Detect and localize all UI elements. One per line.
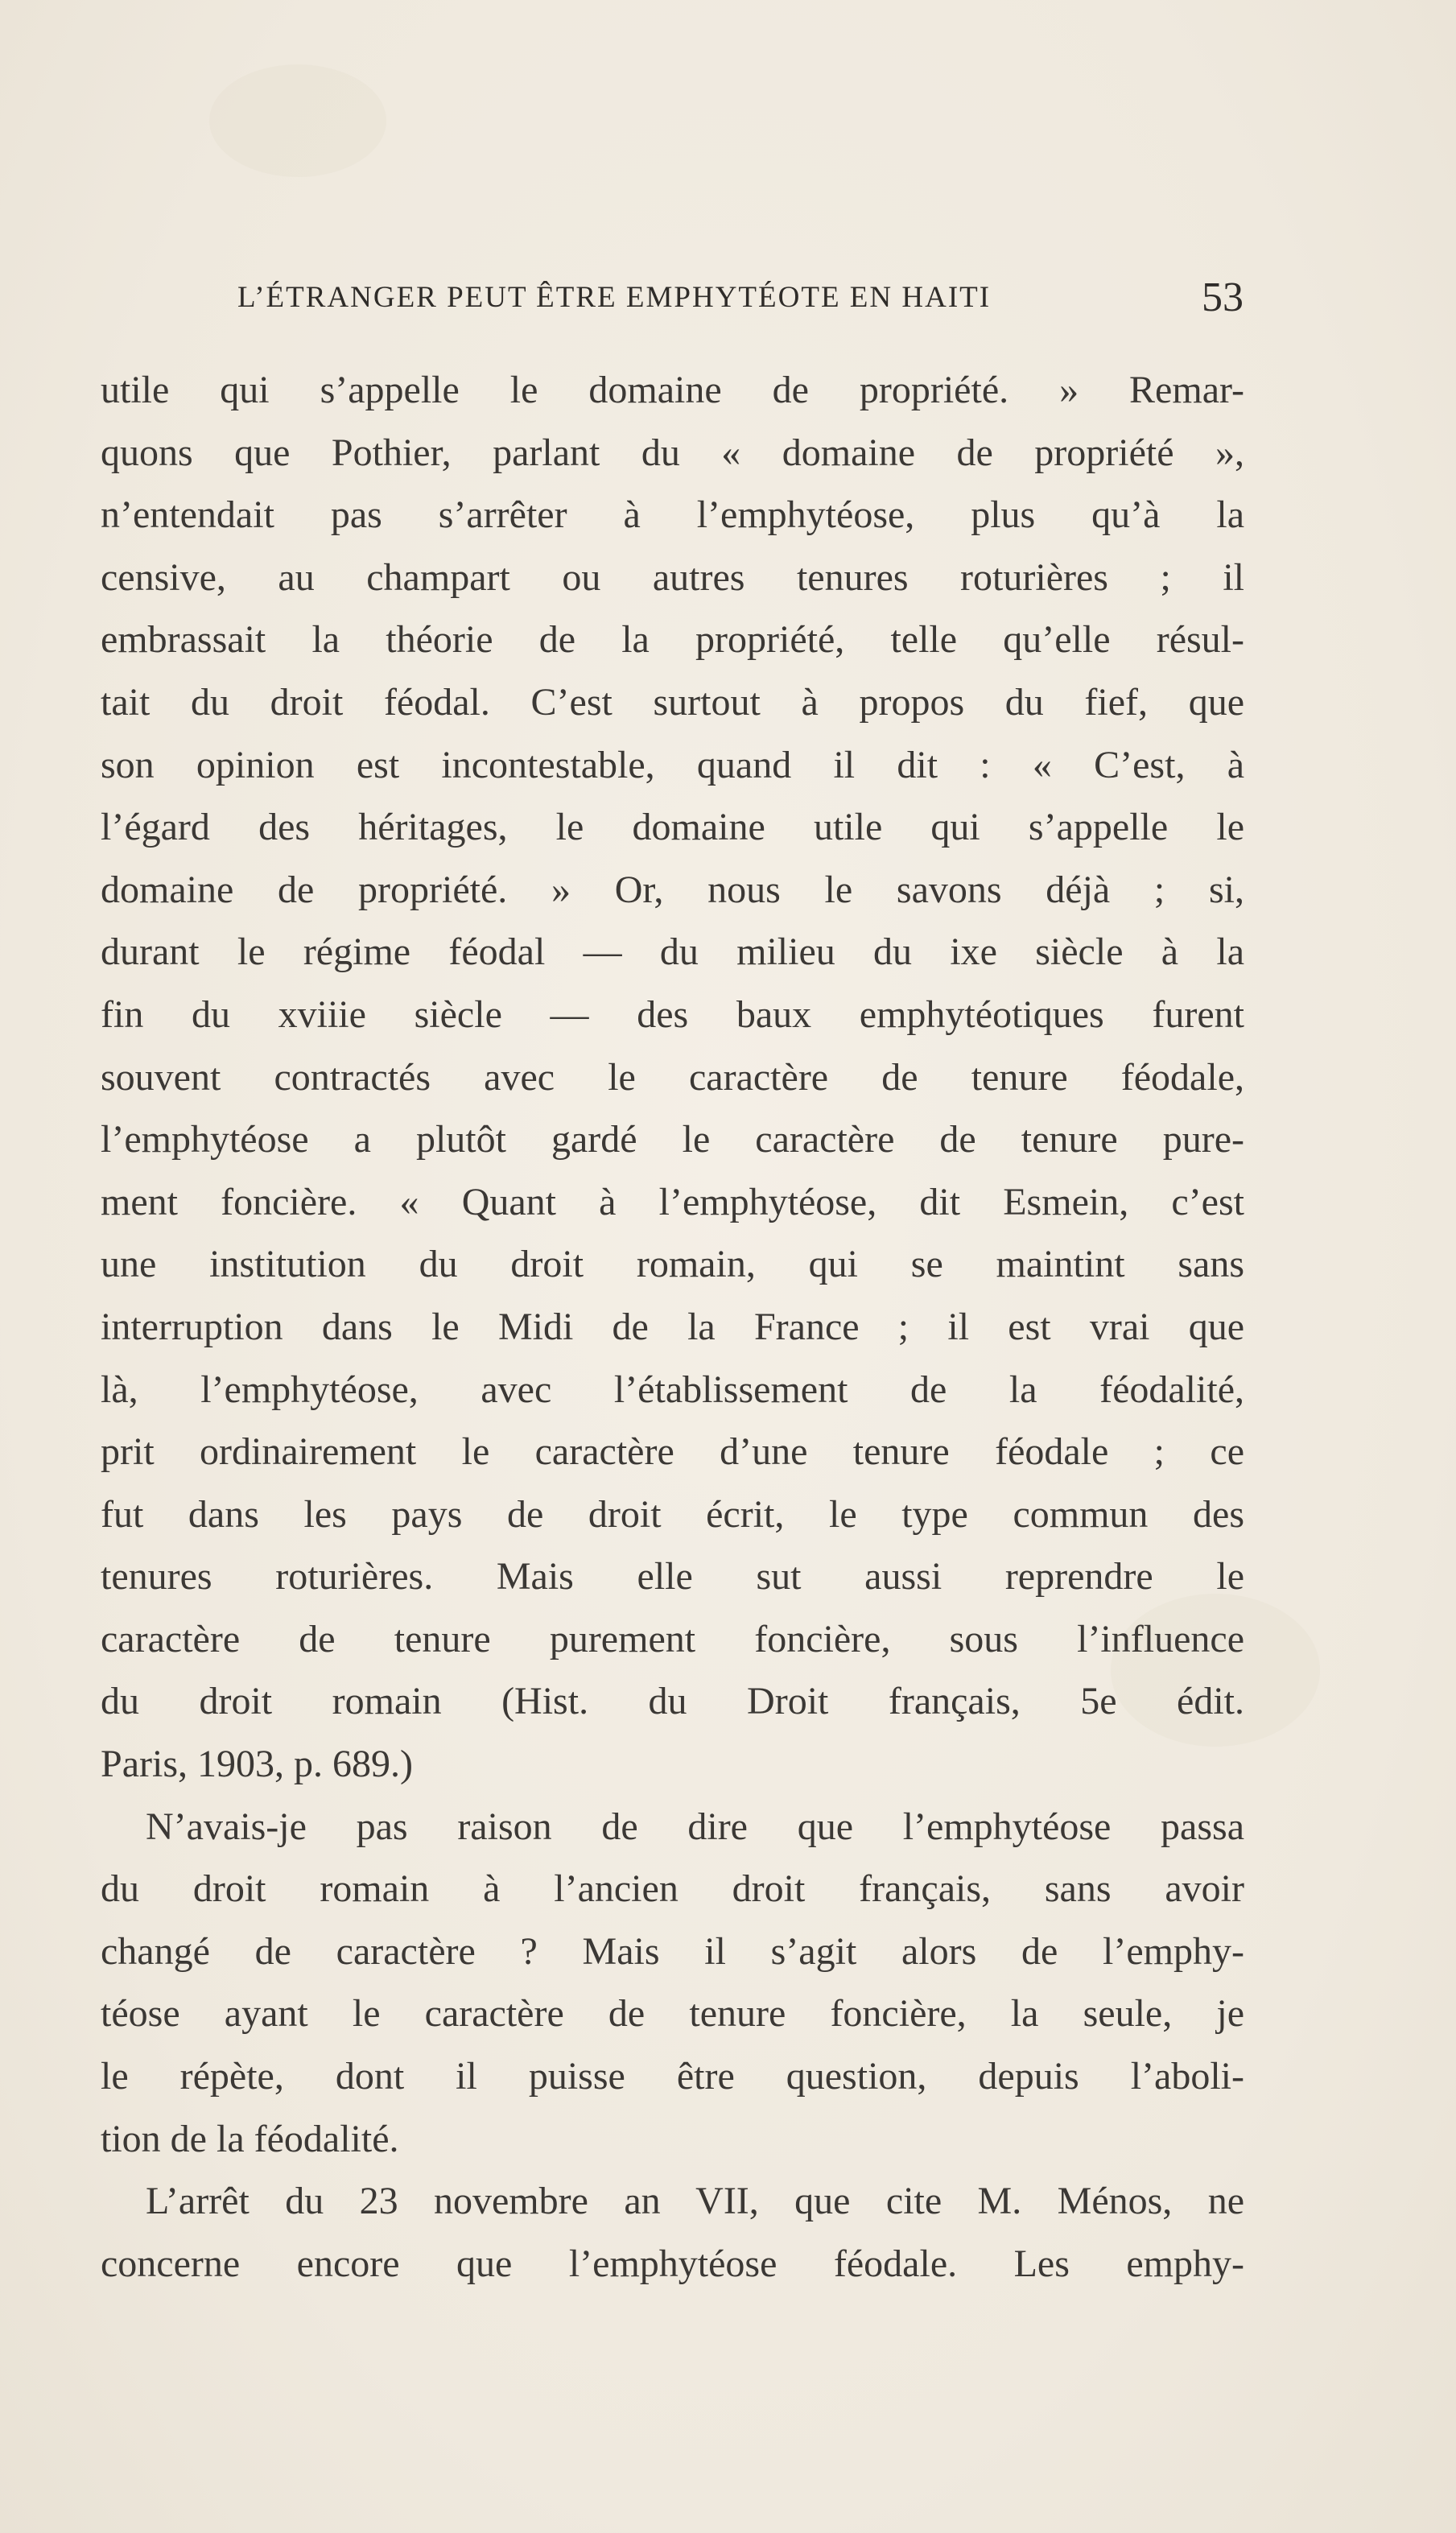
text-line: tenures roturières. Mais elle sut aussi reprendre le <box>101 1555 1244 1599</box>
text-line: quons que Pothier, parlant du « domaine de propriété », <box>101 431 1244 474</box>
text-line: une institution du droit romain, qui se maintint sans <box>101 1243 1244 1286</box>
text-line: interruption dans le Midi de la France ; il est vrai que <box>101 1305 1244 1348</box>
page-number: 53 <box>1202 274 1244 320</box>
text-line: fin du xviiie siècle — des baux emphytéotiques furent <box>101 992 1244 1036</box>
text-line: téose ayant le caractère de tenure foncière, la seule, je <box>101 1992 1244 2036</box>
text-line: Paris, 1903, p. 689.) <box>101 1743 413 1786</box>
text-line: tait du droit féodal. C’est surtout à propos du fief, que <box>101 680 1244 724</box>
text-line: embrassait la théorie de la propriété, telle qu’elle résul- <box>101 618 1244 662</box>
body-text <box>101 359 1244 2295</box>
text-line: l’égard des héritages, le domaine utile qui s’appelle le <box>101 806 1244 849</box>
running-title: L’ÉTRANGER PEUT ÊTRE EMPHYTÉOTE EN HAITI <box>237 281 992 314</box>
text-line: le répète, dont il puisse être question, depuis l’aboli- <box>101 2055 1244 2098</box>
text-line: du droit romain (Hist. du Droit français, 5e édit. <box>101 1680 1244 1723</box>
text-line: du droit romain à l’ancien droit français, sans avoir <box>101 1867 1244 1911</box>
text-line: L’arrêt du 23 novembre an VII, que cite M. Ménos, ne <box>146 2180 1244 2223</box>
text-line: durant le régime féodal — du milieu du ixe siècle à la <box>101 930 1244 974</box>
text-line: n’entendait pas s’arrêter à l’emphytéose, plus qu’à la <box>101 493 1244 537</box>
text-line: utile qui s’appelle le domaine de propriété. » Remar- <box>101 369 1244 411</box>
text-line: caractère de tenure purement foncière, sous l’influence <box>101 1617 1244 1660</box>
paper-stain <box>209 64 386 177</box>
text-line: prit ordinairement le caractère d’une tenure féodale ; ce <box>101 1430 1244 1474</box>
text-line: l’emphytéose a plutôt gardé le caractère de tenure pure- <box>101 1118 1244 1161</box>
text-line: là, l’emphytéose, avec l’établissement de la féodalité, <box>101 1368 1244 1411</box>
text-line: N’avais-je pas raison de dire que l’emphytéose passa <box>146 1805 1244 1848</box>
text-line: ment foncière. « Quant à l’emphytéose, dit Esmein, c’est <box>101 1180 1244 1223</box>
page-header <box>228 272 1244 324</box>
text-line: son opinion est incontestable, quand il dit : « C’est, à <box>101 743 1244 786</box>
text-line: concerne encore que l’emphytéose féodale. Les emphy- <box>101 2242 1244 2285</box>
text-line: fut dans les pays de droit écrit, le type commun des <box>101 1492 1244 1536</box>
text-line: changé de caractère ? Mais il s’agit alors de l’emphy- <box>101 1929 1244 1973</box>
text-line: domaine de propriété. » Or, nous le savons déjà ; si, <box>101 868 1244 911</box>
text-line: censive, au champart ou autres tenures roturières ; il <box>101 555 1244 599</box>
text-line: souvent contractés avec le caractère de tenure féodale, <box>101 1055 1244 1099</box>
text-line: tion de la féodalité. <box>101 2117 399 2160</box>
